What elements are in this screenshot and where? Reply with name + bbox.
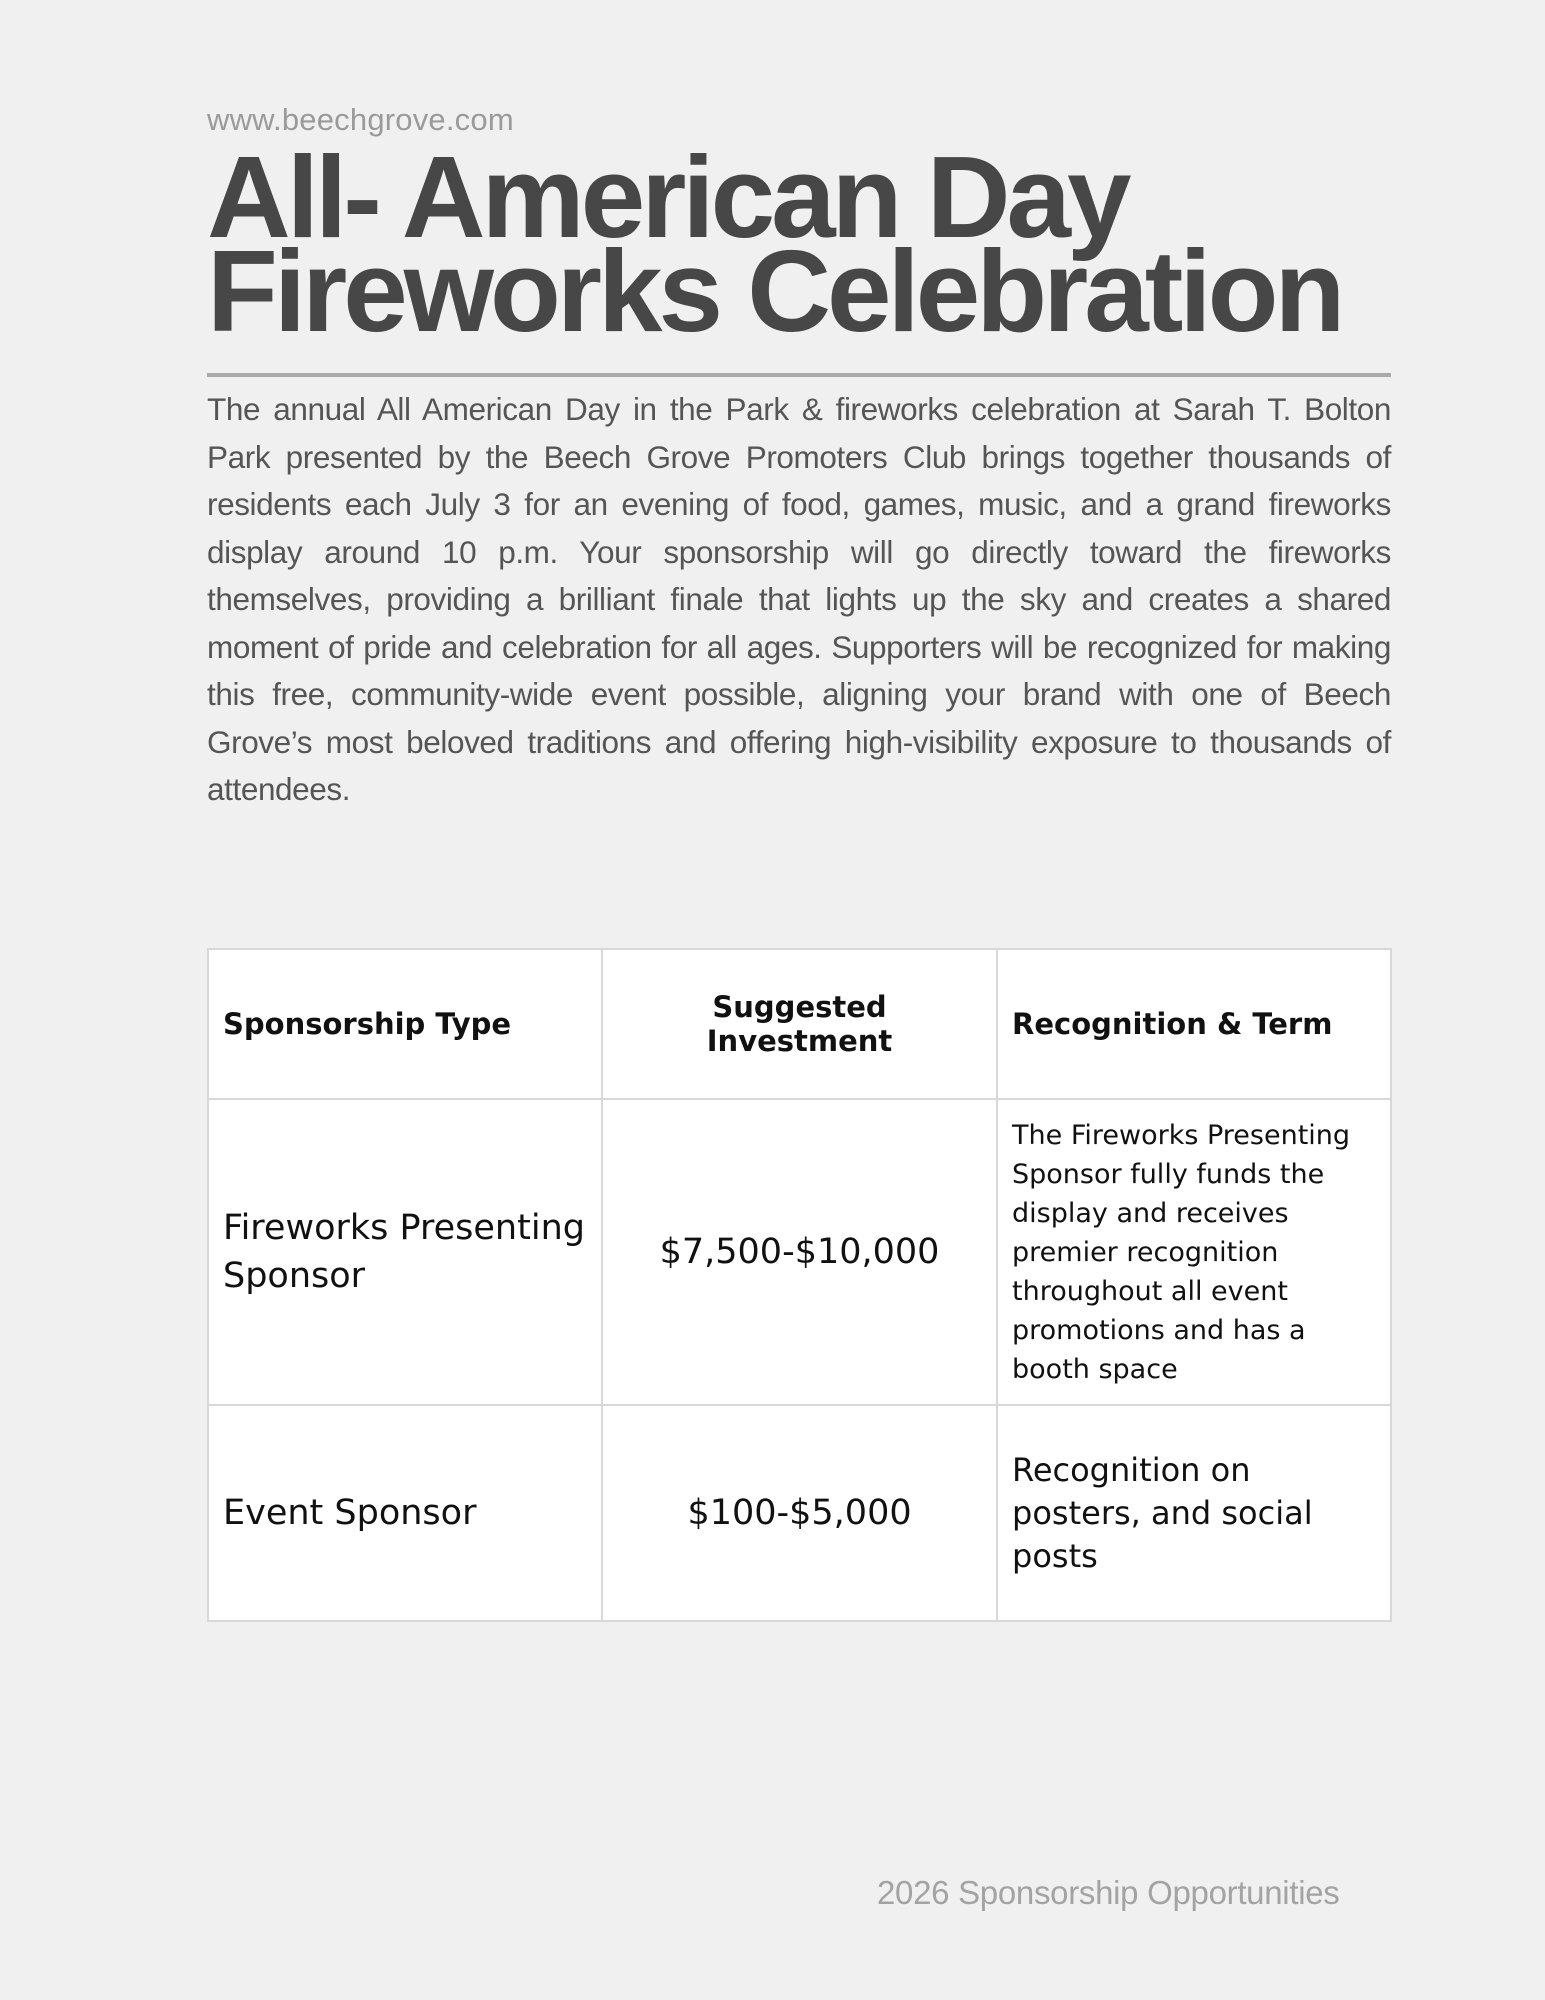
table-row bbox=[208, 1405, 1391, 1621]
header-sponsorship-type: Sponsorship Type bbox=[208, 949, 602, 1099]
title-line-2: Fireworks Celebration bbox=[207, 226, 1342, 356]
header-recognition-term: Recognition & Term bbox=[997, 949, 1391, 1099]
investment-cell: $100-$5,000 bbox=[602, 1405, 997, 1621]
title-divider bbox=[207, 373, 1391, 377]
page-title bbox=[207, 132, 1342, 356]
sponsorship-type-cell: Fireworks Presenting Sponsor bbox=[208, 1099, 602, 1405]
website-url[interactable]: www.beechgrove.com bbox=[207, 102, 514, 137]
flyer-page bbox=[207, 0, 1391, 2000]
recognition-cell: The Fireworks Presenting Sponsor fully funds the display and receives premier recognition throughout all event promotions and has a booth space bbox=[997, 1099, 1391, 1405]
recognition-cell: Recognition on posters, and social posts bbox=[997, 1405, 1391, 1621]
investment-cell: $7,500-$10,000 bbox=[602, 1099, 997, 1405]
footer-caption: 2026 Sponsorship Opportunities bbox=[877, 1874, 1340, 1911]
sponsorship-table bbox=[207, 948, 1392, 1622]
sponsorship-type-cell: Event Sponsor bbox=[208, 1405, 602, 1621]
table-row bbox=[208, 1099, 1391, 1405]
intro-paragraph: The annual All American Day in the Park & fireworks celebration at Sarah T. Bolton Park presented by the Beech Grove Promoters Club brings together thousands of residents each July 3 for an evening of food, games, music, and a grand fireworks display around 10 p.m. Your sponsorship will go directly toward the fireworks themselves, providing a brilliant finale that lights up the sky and creates a shared moment of pride and celebration for all ages. Supporters will be recognized for making this free, community-wide event possible, aligning your brand with one of Beech Grove’s most beloved traditions and offering high-visibility exposure to thousands of attendees. bbox=[207, 391, 1391, 807]
title-line-1: All- American Day bbox=[207, 132, 1128, 262]
header-suggested-investment: Suggested Investment bbox=[602, 949, 997, 1099]
table-header-row bbox=[208, 949, 1391, 1099]
